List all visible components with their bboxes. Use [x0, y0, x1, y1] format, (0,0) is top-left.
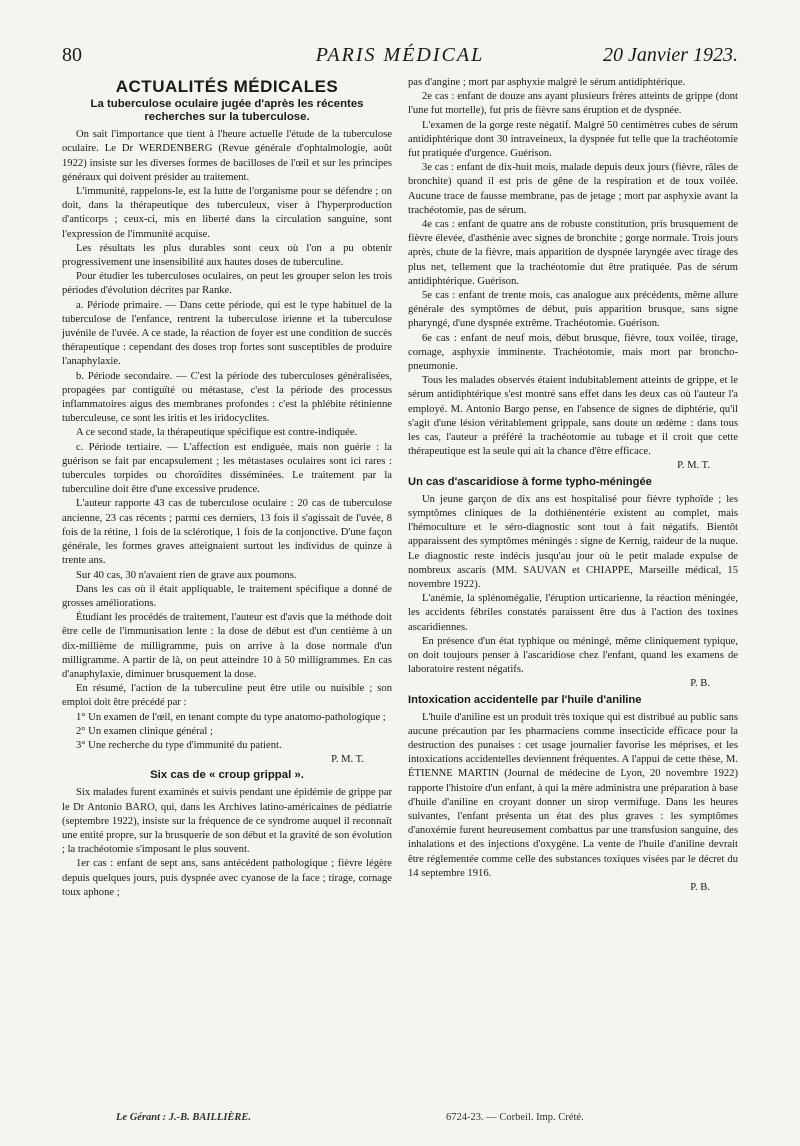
paragraph: L'anémie, la splénomégalie, l'éruption urticarienne, la réaction méningée, les accidents fébriles constatés paraissent être dus à l'action des toxines ascaridiennes. — [408, 593, 738, 633]
paragraph: 3e cas : enfant de dix-huit mois, malade depuis deux jours (fièvre, râles de bronchite) quand il est pris de gêne de la respiration et de toux voilée. Aucune trace de fausse membrane, pas de jetage ; mort par asphyxie avant la trachéotomie, pas de sérum. — [408, 162, 738, 216]
paragraph: Les résultats les plus durables sont ceux où l'on a pu obtenir progressivement une insensibilité aux hautes doses de tuberculine. — [62, 242, 392, 269]
paragraph: On sait l'importance que tient à l'heure actuelle l'étude de la tuberculose oculaire. Le Dr WERDENBERG (Revue générale d'ophtalmologie, août 1922) insiste sur les diverses formes de bacilloses de l'œil et sur les principes généraux qui doivent présider au traitement. — [62, 129, 392, 183]
left-column — [62, 76, 392, 900]
article-title: La tuberculose oculaire jugée d'après les récentes recherches sur la tuberculose. — [90, 98, 364, 124]
paragraph: A ce second stade, la thérapeutique spécifique est contre-indiquée. — [76, 427, 358, 439]
paragraph: 6e cas : enfant de neuf mois, début brusque, fièvre, toux voilée, tirage, cornage, asphyxie imminente. Trachéotomie, mais mort par broncho-pneumonie. — [408, 332, 738, 373]
issue-date: 20 Janvier 1923. — [603, 44, 738, 66]
author-initials: P. M. T. — [677, 460, 710, 472]
author-initials: P. B. — [690, 881, 710, 893]
paragraph: 4e cas : enfant de quatre ans de robuste constitution, pris brusquement de fièvre élevée, d'asthénie avec signes de bronchite ; gorge normale. Trois jours après, chute de la fièvre, mais apparition de dyspnée laryngée avec tirage des plus net, tellement que la trachéotomie dut être pratiquée. Pas de sérum antidiphtérique. Guérison. — [408, 219, 738, 287]
paragraph: Sur 40 cas, 30 n'avaient rien de grave aux poumons. — [76, 569, 297, 581]
paragraph: Dans les cas où il était appliquable, le traitement spécifique a donné de grosses améliorations. — [62, 583, 392, 609]
paragraph: L'auteur rapporte 43 cas de tuberculose oculaire : 20 cas de tuberculose ancienne, 23 cas récents ; parmi ces derniers, 13 fois il s'agissait de l'uvée, 8 fois de la rétine, 1 fois de la sclérotique, 1 fois de la conjonctive. D'une façon générale, les formes graves atteignaient surtout les individus de quinze à trente ans. — [62, 498, 392, 567]
article-title: Six cas de « croup grippal ». — [150, 769, 304, 782]
paragraph: 3° Une recherche du type d'immunité du patient. — [76, 739, 282, 751]
paragraph: a. Période primaire. — Dans cette période, qui est le type habituel de la tuberculose de l'enfance, rentrent la tuberculose irienne et la tuberculose juvénile de l'uvée. A ce stade, la réaction de foyer est une condition de succès thérapeutique : cependant des doses trop fortes sont susceptibles de produire l'anaphylaxie. — [62, 299, 392, 368]
publisher-manager: Le Gérant : J.-B. BAILLIÈRE. — [116, 1112, 252, 1123]
journal-title: PARIS MÉDICAL — [315, 44, 485, 66]
running-header — [62, 44, 738, 74]
article-title: Un cas d'ascaridiose à forme typho-méningée — [408, 475, 652, 488]
section-rubric: ACTUALITÉS MÉDICALES — [115, 77, 339, 96]
paragraph: Pour étudier les tuberculoses oculaires, on peut les grouper selon les trois périodes d'évolution décrites par Ranke. — [62, 271, 392, 297]
article-title: Intoxication accidentelle par l'huile d'aniline — [408, 693, 642, 706]
paragraph: Un jeune garçon de dix ans est hospitalisé pour fièvre typhoïde ; les symptômes cliniques de la dothiénentérie existent au complet, mais l'hémoculture et le séro-diagnostic sont tout à fait négatifs. Bientôt apparaissent des symptômes méningés : signe de Kernig, raideur de la nuque. Le diagnostic reste indécis jusqu'au jour où le petit malade expulse de nombreux ascaris (MM. SAUVAN et CHIAPPE, Marseille médical, 15 novembre 1922). — [408, 493, 738, 590]
paragraph: pas d'angine ; mort par asphyxie malgré le sérum antidiphtérique. — [408, 77, 686, 88]
paragraph: 1er cas : enfant de sept ans, sans antécédent pathologique ; fièvre légère depuis quelques jours, puis dyspnée avec cyanose de la face ; tirage, cornage toux aphone ; — [62, 858, 392, 898]
paragraph: En présence d'un état typhique ou méningé, même cliniquement typique, on doit toujours penser à l'ascaridiose chez l'enfant, quand les examens de laboratoire restent négatifs. — [408, 635, 738, 676]
page-number: 80 — [62, 44, 82, 66]
right-column — [408, 76, 738, 895]
paragraph: 2e cas : enfant de douze ans ayant plusieurs frères atteints de grippe (dont l'une fut mortelle), fut pris de fièvre sans éruption et de dyspnée. — [408, 91, 738, 117]
paragraph: 5e cas : enfant de trente mois, cas analogue aux précédents, même allure générale des symptômes de début, puis apparition brusque, sans signe pharyngé, d'une dyspnée extrême. Trachéotomie. Guérison. — [408, 290, 738, 330]
paragraph: c. Période tertiaire. — L'affection est endiguée, mais non guérie : la guérison se fait par encapsulement ; les métastases oculaires sont ici rares : tubercules torpides ou choroïdites disséminées. Le traitement par la tuberculine doit être d'une excessive prudence. — [62, 441, 392, 496]
paragraph: En résumé, l'action de la tuberculine peut être utile ou nuisible ; son emploi doit être précédé par : — [62, 683, 392, 709]
paragraph: Tous les malades observés étaient indubitablement atteints de grippe, et le sérum antidiphtérique s'est montré sans effet dans les deux cas où l'auteur l'a employé. M. Antonio Bargo pense, en l'absence de signes de diphtérie, qu'il s'agit d'une lésion véritablement grippale, sans doute un œdème : dans tous les cas, l'auteur a préféré la trachéotomie au tubage et il croit que cette thérapeutique est la seule qui ait la chance d'être efficace. — [408, 375, 738, 458]
page-footer — [116, 1112, 676, 1128]
paragraph: L'huile d'aniline est un produit très toxique qui est distribué au public sans aucune précaution par les pharmaciens comme insecticide efficace pour la destruction des punaises : cet usage journalier favorise les méprises, et les intoxications accidentelles deviennent fréquentes. A l'appui de cette thèse, M. ÉTIENNE MARTIN (Journal de médecine de Lyon, 20 novembre 1922) rapporte l'histoire d'un enfant, à qui la mère administra une préparation à base d'huile d'aniline en croyant donner un sirop vermifuge. Dans les heures suivantes, l'enfant présenta un état des plus graves : les symptômes d'anoxémie furent heureusement combattus par une transfusion sanguine, des inhalations et des injections d'oxygène. La vente de l'huile d'aniline devrait être réglementée comme celle des substances toxiques visées par le décret du 14 septembre 1916. — [408, 711, 738, 879]
paragraph: Six malades furent examinés et suivis pendant une épidémie de grippe par le Dr Antonio BARO, qui, dans les Archives latino-américaines de pédiatrie (septembre 1922), insiste sur la fréquence de ce syndrome auquel il reconnaît une entité propre, sur la brusquerie de son début et la gravité de son évolution ; la trachéotomie s'imposant le plus souvent. — [62, 787, 392, 856]
paragraph: L'immunité, rappelons-le, est la lutte de l'organisme pour se défendre ; on doit, dans la thérapeutique des tuberculeux, viser à l'hyperproduction d'anticorps ; ceux-ci, mis en liberté dans la circulation sanguine, sont l'expression de l'immunité acquise. — [62, 186, 392, 240]
author-initials: P. M. T. — [331, 754, 364, 766]
paragraph: L'examen de la gorge reste négatif. Malgré 50 centimètres cubes de sérum antidiphtérique dont 30 intraveineux, la dyspnée fut telle que la trachéotomie fut pratiquée d'urgence. Guérison. — [408, 119, 738, 160]
printer-line: 6724-23. — Corbeil. Imp. Crété. — [446, 1112, 584, 1123]
paragraph: Étudiant les procédés de traitement, l'auteur est d'avis que la méthode doit être celle de l'immunisation lente : la dose de début est d'un centième à un dix-millième de milligramme, puis on arrive à la dose normale d'un milligramme. A partir de là, on peut atteindre 10 à 50 milligrammes. En cas d'anaphylaxie, diminuer brusquement la dose. — [62, 612, 392, 680]
paragraph: b. Période secondaire. — C'est la période des tuberculoses généralisées, propagées par contiguïté ou métastase, c'est la période des processus inflammatoires aigus des membranes profondes : c'est la phlébite rétinienne tuberculeuse, ce sont les iritis et les iridocyclites. — [62, 370, 392, 425]
paragraph: 1° Un examen de l'œil, en tenant compte du type anatomo-pathologique ; — [76, 711, 386, 723]
author-initials: P. B. — [690, 678, 710, 690]
paragraph: 2° Un examen clinique général ; — [76, 725, 213, 737]
